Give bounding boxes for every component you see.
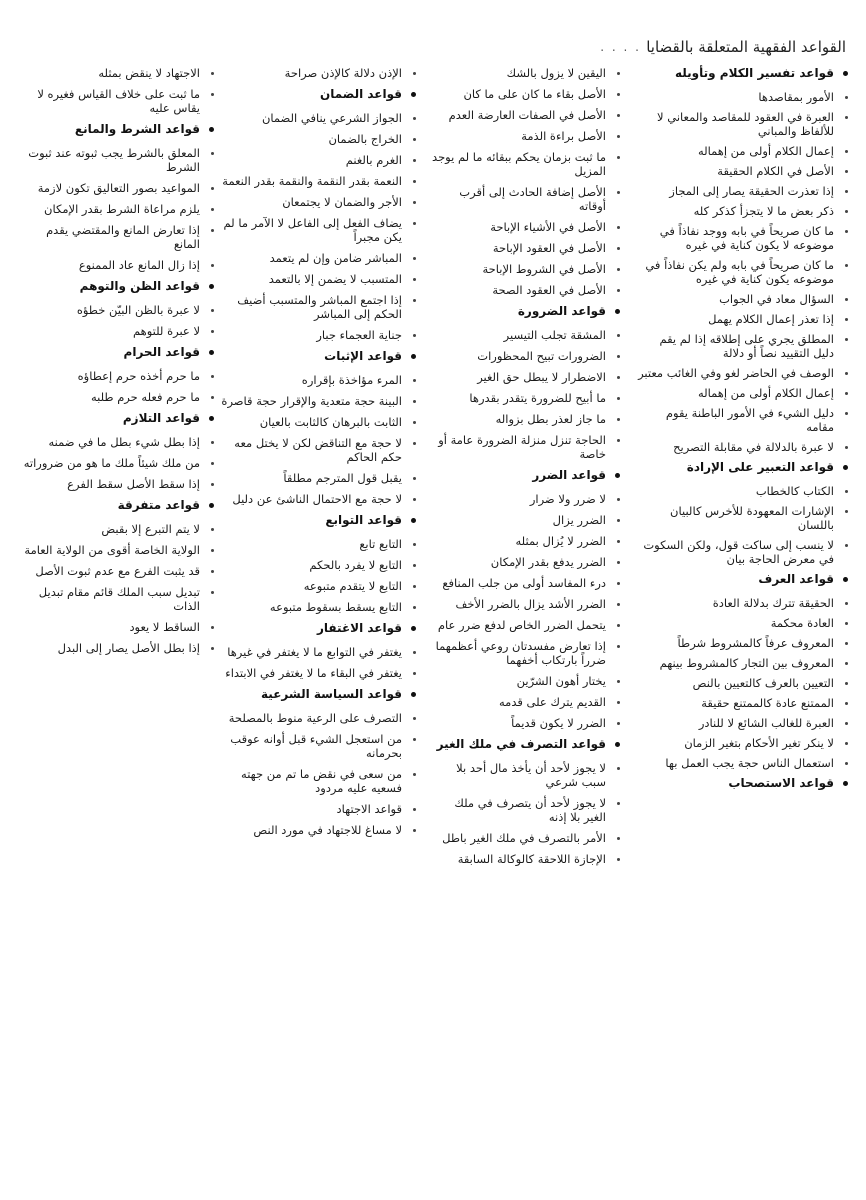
rule-item: الساقط لا يعود	[18, 620, 214, 634]
rule-item: جناية العجماء جبار	[216, 328, 416, 342]
rule-item: ذكر بعض ما لا يتجزأ كذكر كله	[638, 204, 848, 218]
rule-item: إذا تعذرت الحقيقة يصار إلى المجاز	[638, 184, 848, 198]
rule-item: يتحمل الضرر الخاص لدفع ضرر عام	[430, 618, 620, 632]
rule-item: لا ينسب إلى ساكت قول، ولكن السكوت في معرض الحاجة بيان	[638, 538, 848, 566]
rule-item: لا عبرة بالظن البيّن خطؤه	[18, 303, 214, 317]
rule-item: الضرر يدفع بقدر الإمكان	[430, 555, 620, 569]
section-heading: قواعد الإثبات	[216, 349, 416, 363]
rule-item: إذا تعارض المانع والمقتضي يقدم المانع	[18, 223, 214, 251]
rule-item: يغتفر في التوابع ما لا يغتفر في غيرها	[216, 645, 416, 659]
rule-item: الممتنع عادة كالممتنع حقيقة	[638, 696, 848, 710]
rule-item: إذا اجتمع المباشر والمتسبب أضيف الحكم إلى المباشر	[216, 293, 416, 321]
section-heading: قواعد التصرف في ملك الغير	[430, 737, 620, 751]
rule-item: إذا تعارض مفسدتان روعي أعظمهما ضرراً بارتكاب أخفهما	[430, 639, 620, 667]
rule-item: المشقة تجلب التيسير	[430, 328, 620, 342]
rule-item: لا عبرة بالدلالة في مقابلة التصريح	[638, 440, 848, 454]
rule-item: الأمر بالتصرف في ملك الغير باطل	[430, 831, 620, 845]
rule-item: السؤال معاد في الجواب	[638, 292, 848, 306]
rule-item: الأصل في الأشياء الإباحة	[430, 220, 620, 234]
section-heading: قواعد الحرام	[18, 345, 214, 359]
rule-item: يقبل قول المترجم مطلقاً	[216, 471, 416, 485]
rule-item: الأمور بمقاصدها	[638, 90, 848, 104]
section-heading: قواعد التلازم	[18, 411, 214, 425]
rule-item: يلزم مراعاة الشرط بقدر الإمكان	[18, 202, 214, 216]
section-heading: قواعد الضمان	[216, 87, 416, 101]
rule-item: الضرورات تبيح المحظورات	[430, 349, 620, 363]
rule-item: التعيين بالعرف كالتعيين بالنص	[638, 676, 848, 690]
rule-item: ما حرم أخذه حرم إعطاؤه	[18, 369, 214, 383]
rule-item: العبرة في العقود للمقاصد والمعاني لا للألفاظ والمباني	[638, 110, 848, 138]
rule-item: الأجر والضمان لا يجتمعان	[216, 195, 416, 209]
rule-item: لا يجوز لأحد أن يأخذ مال أحد بلا سبب شرعي	[430, 761, 620, 789]
page-title: القواعد الفقهية المتعلقة بالقضايا	[646, 38, 846, 56]
rule-item: الإجازة اللاحقة كالوكالة السابقة	[430, 852, 620, 866]
rule-item: لا مساغ للاجتهاد في مورد النص	[216, 823, 416, 837]
rule-item: الأصل في العقود الصحة	[430, 283, 620, 297]
rule-item: يختار أهون الشرّين	[430, 674, 620, 688]
section-heading: قواعد الظن والتوهم	[18, 279, 214, 293]
rule-item: لا ضرر ولا ضرار	[430, 492, 620, 506]
rule-item: يغتفر في البقاء ما لا يغتفر في الابتداء	[216, 666, 416, 680]
column-4	[18, 66, 214, 662]
rule-item: درء المفاسد أولى من جلب المنافع	[430, 576, 620, 590]
rule-item: المعروف عرفاً كالمشروط شرطاً	[638, 636, 848, 650]
title-dots: . . . .	[600, 40, 641, 54]
rule-item: لا حجة مع الاحتمال الناشئ عن دليل	[216, 492, 416, 506]
rule-item: الأصل في العقود الإباحة	[430, 241, 620, 255]
rule-item: الإذن دلالة كالإذن صراحة	[216, 66, 416, 80]
rule-item: النعمة بقدر النقمة والنقمة بقدر النعمة	[216, 174, 416, 188]
rule-item: لا يتم التبرع إلا بقبض	[18, 522, 214, 536]
rule-item: الأصل إضافة الحادث إلى أقرب أوقاته	[430, 185, 620, 213]
rule-item: الخراج بالضمان	[216, 132, 416, 146]
rule-item: ما كان صريحاً في بابه ووجد نفاذاً في موضوعه لا يكون كناية في غيره	[638, 224, 848, 252]
rule-item: الضرر الأشد يزال بالضرر الأخف	[430, 597, 620, 611]
rule-item: قد يثبت الفرع مع عدم ثبوت الأصل	[18, 564, 214, 578]
rule-item: ما كان صريحاً في بابه ولم يكن نفاذاً في موضوعه يكون كناية في غيره	[638, 258, 848, 286]
rule-item: الولاية الخاصة أقوى من الولاية العامة	[18, 543, 214, 557]
rule-item: الأصل في الكلام الحقيقة	[638, 164, 848, 178]
rule-item: من ملك شيئاً ملك ما هو من ضروراته	[18, 456, 214, 470]
section-heading: قواعد متفرقة	[18, 498, 214, 512]
rule-item: المرء مؤاخذة بإقراره	[216, 373, 416, 387]
rule-item: الأصل بقاء ما كان على ما كان	[430, 87, 620, 101]
section-heading: قواعد السياسة الشرعية	[216, 687, 416, 701]
rule-item: الثابت بالبرهان كالثابت بالعيان	[216, 415, 416, 429]
rule-item: التابع لا يتقدم متبوعه	[216, 579, 416, 593]
column-3	[216, 66, 416, 844]
rule-item: إذا بطل شيء بطل ما في ضمنه	[18, 435, 214, 449]
section-heading: قواعد العرف	[638, 572, 848, 586]
rule-item: الأصل في الصفات العارضة العدم	[430, 108, 620, 122]
rule-item: التابع لا يفرد بالحكم	[216, 558, 416, 572]
rule-item: الوصف في الحاضر لغو وفي الغائب معتبر	[638, 366, 848, 380]
rule-item: إعمال الكلام أولى من إهماله	[638, 144, 848, 158]
rule-item: الجواز الشرعي ينافي الضمان	[216, 111, 416, 125]
rule-item: ما أبيح للضرورة يتقدر بقدرها	[430, 391, 620, 405]
rule-item: التابع يسقط بسقوط متبوعه	[216, 600, 416, 614]
section-heading: قواعد الشرط والمانع	[18, 122, 214, 136]
rule-item: إذا تعذر إعمال الكلام يهمل	[638, 312, 848, 326]
rule-item: العادة محكمة	[638, 616, 848, 630]
rule-item: لا ينكر تغير الأحكام بتغير الزمان	[638, 736, 848, 750]
rule-item: لا حجة مع التناقض لكن لا يختل معه حكم الحاكم	[216, 436, 416, 464]
rule-item: الأصل براءة الذمة	[430, 129, 620, 143]
rule-item: الإشارات المعهودة للأخرس كالبيان باللسان	[638, 504, 848, 532]
rule-item: من سعى في نقض ما تم من جهته فسعيه عليه مردود	[216, 767, 416, 795]
rule-item: الاضطرار لا يبطل حق الغير	[430, 370, 620, 384]
section-heading: قواعد الضرورة	[430, 304, 620, 318]
rule-item: يضاف الفعل إلى الفاعل لا الآمر ما لم يكن مجبراً	[216, 216, 416, 244]
rule-item: قواعد الاجتهاد	[216, 802, 416, 816]
rule-item: لا يجوز لأحد أن يتصرف في ملك الغير بلا إذنه	[430, 796, 620, 824]
section-heading: قواعد الضرر	[430, 468, 620, 482]
section-heading: قواعد التوابع	[216, 513, 416, 527]
rule-item: من استعجل الشيء قبل أوانه عوقب بحرمانه	[216, 732, 416, 760]
rule-item: ما جاز لعذر بطل بزواله	[430, 412, 620, 426]
rule-item: إذا سقط الأصل سقط الفرع	[18, 477, 214, 491]
rule-item: المعروف بين التجار كالمشروط بينهم	[638, 656, 848, 670]
rule-item: القديم يترك على قدمه	[430, 695, 620, 709]
rule-item: الضرر لا يُزال بمثله	[430, 534, 620, 548]
rule-item: تبديل سبب الملك قائم مقام تبديل الذات	[18, 585, 214, 613]
rule-item: الحقيقة تترك بدلالة العادة	[638, 596, 848, 610]
rule-item: المعلق بالشرط يجب ثبوته عند ثبوت الشرط	[18, 146, 214, 174]
rule-item: ما حرم فعله حرم طلبه	[18, 390, 214, 404]
rule-item: إذا بطل الأصل يصار إلى البدل	[18, 641, 214, 655]
rule-item: إعمال الكلام أولى من إهماله	[638, 386, 848, 400]
rule-item: المطلق يجري على إطلاقه إذا لم يقم دليل التقييد نصاً أو دلالة	[638, 332, 848, 360]
rule-item: استعمال الناس حجة يجب العمل بها	[638, 756, 848, 770]
rule-item: الاجتهاد لا ينقض بمثله	[18, 66, 214, 80]
section-heading: قواعد الاغتفار	[216, 621, 416, 635]
column-2	[430, 66, 620, 873]
rule-item: المواعيد بصور التعاليق تكون لازمة	[18, 181, 214, 195]
rule-item: لا عبرة للتوهم	[18, 324, 214, 338]
rule-item: الكتاب كالخطاب	[638, 484, 848, 498]
rule-item: ما ثبت على خلاف القياس فغيره لا يقاس عليه	[18, 87, 214, 115]
section-heading: قواعد التعبير على الإرادة	[638, 460, 848, 474]
section-heading: قواعد تفسير الكلام وتأويله	[638, 66, 848, 80]
rule-item: البينة حجة متعدية والإقرار حجة قاصرة	[216, 394, 416, 408]
rule-item: ما ثبت بزمان يحكم ببقائه ما لم يوجد المزيل	[430, 150, 620, 178]
rule-item: إذا زال المانع عاد الممنوع	[18, 258, 214, 272]
rule-item: دليل الشيء في الأمور الباطنة يقوم مقامه	[638, 406, 848, 434]
rule-item: الحاجة تنزل منزلة الضرورة عامة أو خاصة	[430, 433, 620, 461]
rule-item: التابع تابع	[216, 537, 416, 551]
rule-item: التصرف على الرعية منوط بالمصلحة	[216, 711, 416, 725]
rule-item: الغرم بالغنم	[216, 153, 416, 167]
rule-item: اليقين لا يزول بالشك	[430, 66, 620, 80]
rule-item: العبرة للغالب الشائع لا للنادر	[638, 716, 848, 730]
section-heading: قواعد الاستصحاب	[638, 776, 848, 790]
column-1	[638, 66, 848, 800]
rule-item: المباشر ضامن وإن لم يتعمد	[216, 251, 416, 265]
rule-item: الأصل في الشروط الإباحة	[430, 262, 620, 276]
rule-item: الضرر لا يكون قديماً	[430, 716, 620, 730]
rule-item: الضرر يزال	[430, 513, 620, 527]
rule-item: المتسبب لا يضمن إلا بالتعمد	[216, 272, 416, 286]
